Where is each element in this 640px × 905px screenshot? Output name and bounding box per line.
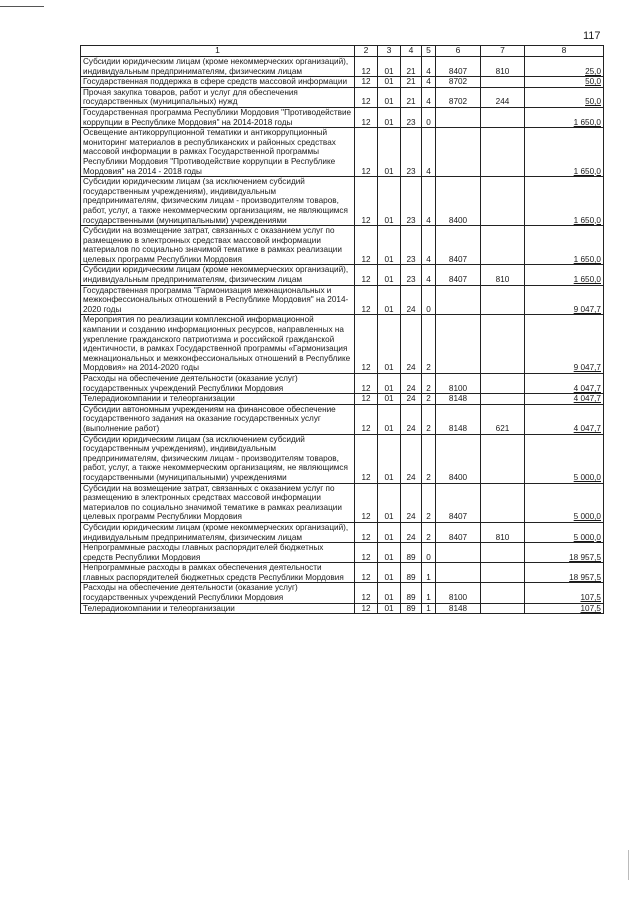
row-name-cell: Субсидии на возмещение затрат, связанных с оказанием услуг по размещению в электронных средствах массовой информации материалов по социально значимой тематике в рамках реализации целевых программ Республики Мордовия bbox=[81, 226, 355, 265]
row-code-cell: 2 bbox=[422, 374, 436, 394]
row-code-cell: 2 bbox=[422, 434, 436, 483]
row-code-cell: 4 bbox=[422, 128, 436, 177]
table-row bbox=[81, 404, 604, 434]
row-code-cell: 01 bbox=[378, 543, 401, 563]
row-amount-cell: 50,0 bbox=[525, 87, 604, 107]
row-amount-cell: 1 650,0 bbox=[525, 265, 604, 285]
row-code-cell: 8400 bbox=[436, 177, 481, 226]
row-code-cell: 12 bbox=[355, 128, 378, 177]
row-code-cell: 12 bbox=[355, 177, 378, 226]
row-amount-cell: 5 000,0 bbox=[525, 522, 604, 542]
row-code-cell bbox=[436, 563, 481, 583]
budget-table bbox=[80, 45, 604, 614]
row-amount-cell: 25,0 bbox=[525, 57, 604, 77]
scan-mark bbox=[628, 850, 629, 880]
row-code-cell: 01 bbox=[378, 107, 401, 127]
table-body bbox=[81, 46, 604, 614]
row-code-cell bbox=[436, 315, 481, 374]
row-code-cell: 2 bbox=[422, 483, 436, 522]
table-row bbox=[81, 394, 604, 405]
row-code-cell: 23 bbox=[401, 128, 422, 177]
row-code-cell: 12 bbox=[355, 394, 378, 405]
row-code-cell: 810 bbox=[481, 522, 525, 542]
row-code-cell: 1 bbox=[422, 603, 436, 614]
row-amount-cell: 5 000,0 bbox=[525, 483, 604, 522]
row-name-cell: Мероприятия по реализации комплексной информационной кампании и созданию информационных ресурсов, направленных на укрепление гражданского патриотизма и российской гражданской идентичности, в рамках Государственной программы «Гармонизация межнациональных и межконфессиональных отношений в Республике Мордовия» на 2014-2020 годы bbox=[81, 315, 355, 374]
row-code-cell: 24 bbox=[401, 522, 422, 542]
row-code-cell: 01 bbox=[378, 404, 401, 434]
row-code-cell bbox=[481, 177, 525, 226]
table-row bbox=[81, 483, 604, 522]
row-code-cell bbox=[481, 434, 525, 483]
row-code-cell: 12 bbox=[355, 57, 378, 77]
table-row bbox=[81, 57, 604, 77]
row-code-cell: 12 bbox=[355, 285, 378, 315]
row-code-cell: 01 bbox=[378, 434, 401, 483]
row-code-cell bbox=[481, 315, 525, 374]
row-code-cell: 89 bbox=[401, 583, 422, 603]
row-name-cell: Государственная программа Республики Мордовия "Противодействие коррупции в Республике Мордовия" на 2014-2018 годы bbox=[81, 107, 355, 127]
header-cell: 7 bbox=[481, 46, 525, 57]
header-cell: 3 bbox=[378, 46, 401, 57]
row-code-cell: 01 bbox=[378, 87, 401, 107]
row-code-cell: 01 bbox=[378, 374, 401, 394]
row-amount-cell: 107,5 bbox=[525, 583, 604, 603]
row-code-cell: 8400 bbox=[436, 434, 481, 483]
table-row bbox=[81, 177, 604, 226]
table-row bbox=[81, 128, 604, 177]
row-code-cell: 8100 bbox=[436, 583, 481, 603]
row-name-cell: Освещение антикоррупционной тематики и антикоррупционный мониторинг материалов в республиканских и районных средствах массовой информации в рамках Государственной программы Республики Мордовия "Противодействие коррупции в Республике Мордовия" на 2014 - 2018 годы bbox=[81, 128, 355, 177]
row-code-cell bbox=[481, 285, 525, 315]
row-code-cell: 21 bbox=[401, 87, 422, 107]
row-code-cell: 23 bbox=[401, 265, 422, 285]
table-row bbox=[81, 226, 604, 265]
row-code-cell: 89 bbox=[401, 603, 422, 614]
row-code-cell: 24 bbox=[401, 394, 422, 405]
row-amount-cell: 9 047,7 bbox=[525, 315, 604, 374]
table-row bbox=[81, 434, 604, 483]
row-code-cell: 2 bbox=[422, 394, 436, 405]
row-code-cell: 01 bbox=[378, 265, 401, 285]
row-code-cell: 12 bbox=[355, 315, 378, 374]
row-code-cell: 12 bbox=[355, 77, 378, 88]
row-code-cell: 4 bbox=[422, 265, 436, 285]
row-code-cell: 8702 bbox=[436, 87, 481, 107]
row-code-cell: 12 bbox=[355, 107, 378, 127]
row-code-cell: 4 bbox=[422, 77, 436, 88]
row-code-cell: 24 bbox=[401, 483, 422, 522]
row-name-cell: Непрограммные расходы главных распорядителей бюджетных средств Республики Мордовия bbox=[81, 543, 355, 563]
row-amount-cell: 18 957,5 bbox=[525, 543, 604, 563]
row-code-cell: 01 bbox=[378, 285, 401, 315]
row-name-cell: Субсидии юридическим лицам (кроме некоммерческих организаций), индивидуальным предпринимателям, физическим лицам bbox=[81, 522, 355, 542]
row-code-cell: 8407 bbox=[436, 265, 481, 285]
row-amount-cell: 4 047,7 bbox=[525, 374, 604, 394]
row-code-cell bbox=[481, 563, 525, 583]
row-code-cell: 12 bbox=[355, 404, 378, 434]
row-code-cell: 01 bbox=[378, 603, 401, 614]
table-row bbox=[81, 87, 604, 107]
row-code-cell: 89 bbox=[401, 563, 422, 583]
row-code-cell: 4 bbox=[422, 226, 436, 265]
row-code-cell: 01 bbox=[378, 583, 401, 603]
row-code-cell: 12 bbox=[355, 434, 378, 483]
row-code-cell: 01 bbox=[378, 177, 401, 226]
table-row bbox=[81, 265, 604, 285]
header-cell: 1 bbox=[81, 46, 355, 57]
row-code-cell: 12 bbox=[355, 563, 378, 583]
row-amount-cell: 4 047,7 bbox=[525, 404, 604, 434]
row-code-cell: 8100 bbox=[436, 374, 481, 394]
row-code-cell bbox=[481, 543, 525, 563]
table-row bbox=[81, 563, 604, 583]
row-code-cell bbox=[481, 583, 525, 603]
row-code-cell bbox=[481, 483, 525, 522]
row-code-cell: 4 bbox=[422, 87, 436, 107]
row-code-cell: 244 bbox=[481, 87, 525, 107]
row-code-cell: 24 bbox=[401, 404, 422, 434]
row-amount-cell: 5 000,0 bbox=[525, 434, 604, 483]
row-code-cell: 24 bbox=[401, 434, 422, 483]
row-code-cell: 01 bbox=[378, 226, 401, 265]
table-header-row bbox=[81, 46, 604, 57]
row-code-cell: 8407 bbox=[436, 226, 481, 265]
row-code-cell: 621 bbox=[481, 404, 525, 434]
row-code-cell: 2 bbox=[422, 315, 436, 374]
row-code-cell: 1 bbox=[422, 583, 436, 603]
row-code-cell: 12 bbox=[355, 87, 378, 107]
table-row bbox=[81, 522, 604, 542]
row-code-cell: 810 bbox=[481, 265, 525, 285]
row-code-cell: 8702 bbox=[436, 77, 481, 88]
row-code-cell: 21 bbox=[401, 77, 422, 88]
row-code-cell bbox=[436, 107, 481, 127]
table-row bbox=[81, 285, 604, 315]
row-code-cell: 24 bbox=[401, 374, 422, 394]
row-amount-cell: 50,0 bbox=[525, 77, 604, 88]
row-amount-cell: 107,5 bbox=[525, 603, 604, 614]
row-code-cell: 12 bbox=[355, 265, 378, 285]
table-row bbox=[81, 107, 604, 127]
row-code-cell: 1 bbox=[422, 563, 436, 583]
row-amount-cell: 4 047,7 bbox=[525, 394, 604, 405]
table-row bbox=[81, 583, 604, 603]
row-code-cell: 810 bbox=[481, 57, 525, 77]
row-code-cell: 89 bbox=[401, 543, 422, 563]
row-code-cell bbox=[481, 374, 525, 394]
row-code-cell: 12 bbox=[355, 603, 378, 614]
header-cell: 8 bbox=[525, 46, 604, 57]
row-name-cell: Субсидии юридическим лицам (за исключением субсидий государственным учреждениям), индивидуальным предпринимателям, физическим лицам - производителям товаров, работ, услуг, а также некоммерческим организациям, не являющимся государственными (муниципальными) учреждениями bbox=[81, 434, 355, 483]
row-amount-cell: 18 957,5 bbox=[525, 563, 604, 583]
header-cell: 5 bbox=[422, 46, 436, 57]
row-code-cell: 01 bbox=[378, 563, 401, 583]
row-name-cell: Государственная программа "Гармонизация межнациональных и межконфессиональных отношений в Республике Мордовия" на 2014-2020 годы bbox=[81, 285, 355, 315]
row-code-cell: 23 bbox=[401, 177, 422, 226]
row-code-cell: 12 bbox=[355, 483, 378, 522]
row-code-cell: 01 bbox=[378, 128, 401, 177]
row-name-cell: Субсидии юридическим лицам (за исключением субсидий государственным учреждениям), индивидуальным предпринимателям, физическим лицам - производителям товаров, работ, услуг, а также некоммерческим организациям, не являющимся государственными (муниципальными) учреждениями bbox=[81, 177, 355, 226]
table-row bbox=[81, 315, 604, 374]
row-name-cell: Субсидии юридическим лицам (кроме некоммерческих организаций), индивидуальным предпринимателям, физическим лицам bbox=[81, 57, 355, 77]
row-code-cell bbox=[481, 107, 525, 127]
row-name-cell: Субсидии автономным учреждениям на финансовое обеспечение государственного задания на оказание государственных услуг (выполнение работ) bbox=[81, 404, 355, 434]
row-amount-cell: 1 650,0 bbox=[525, 226, 604, 265]
row-code-cell bbox=[481, 394, 525, 405]
row-code-cell: 12 bbox=[355, 374, 378, 394]
row-code-cell: 0 bbox=[422, 285, 436, 315]
table-row bbox=[81, 374, 604, 394]
row-code-cell: 8407 bbox=[436, 522, 481, 542]
top-rule bbox=[0, 6, 44, 7]
table-row bbox=[81, 77, 604, 88]
row-code-cell: 8407 bbox=[436, 483, 481, 522]
table-row bbox=[81, 543, 604, 563]
row-name-cell: Субсидии на возмещение затрат, связанных с оказанием услуг по размещению в электронных средствах массовой информации материалов по социально значимой тематике в рамках реализации целевых программ Республики Мордовия bbox=[81, 483, 355, 522]
row-code-cell bbox=[436, 285, 481, 315]
row-name-cell: Субсидии юридическим лицам (кроме некоммерческих организаций), индивидуальным предпринимателям, физическим лицам bbox=[81, 265, 355, 285]
row-code-cell: 12 bbox=[355, 522, 378, 542]
row-code-cell: 01 bbox=[378, 483, 401, 522]
row-code-cell: 0 bbox=[422, 107, 436, 127]
header-cell: 4 bbox=[401, 46, 422, 57]
row-name-cell: Государственная поддержка в сфере средств массовой информации bbox=[81, 77, 355, 88]
row-code-cell: 4 bbox=[422, 177, 436, 226]
row-amount-cell: 1 650,0 bbox=[525, 128, 604, 177]
row-code-cell: 12 bbox=[355, 543, 378, 563]
row-code-cell: 21 bbox=[401, 57, 422, 77]
row-code-cell: 2 bbox=[422, 404, 436, 434]
row-name-cell: Расходы на обеспечение деятельности (оказание услуг) государственных учреждений Республики Мордовия bbox=[81, 374, 355, 394]
row-amount-cell: 9 047,7 bbox=[525, 285, 604, 315]
row-code-cell: 8148 bbox=[436, 603, 481, 614]
row-code-cell bbox=[436, 128, 481, 177]
row-code-cell: 8407 bbox=[436, 57, 481, 77]
row-code-cell: 0 bbox=[422, 543, 436, 563]
row-code-cell: 12 bbox=[355, 583, 378, 603]
row-code-cell bbox=[436, 543, 481, 563]
row-code-cell: 23 bbox=[401, 107, 422, 127]
row-code-cell: 01 bbox=[378, 315, 401, 374]
row-code-cell bbox=[481, 226, 525, 265]
row-code-cell: 2 bbox=[422, 522, 436, 542]
row-code-cell: 24 bbox=[401, 285, 422, 315]
row-name-cell: Телерадиокомпании и телеорганизации bbox=[81, 394, 355, 405]
page-number: 117 bbox=[583, 30, 601, 42]
row-code-cell bbox=[481, 128, 525, 177]
row-code-cell: 8148 bbox=[436, 394, 481, 405]
row-code-cell: 01 bbox=[378, 77, 401, 88]
row-code-cell: 24 bbox=[401, 315, 422, 374]
row-name-cell: Телерадиокомпании и телеорганизации bbox=[81, 603, 355, 614]
row-code-cell bbox=[481, 603, 525, 614]
header-cell: 6 bbox=[436, 46, 481, 57]
row-name-cell: Прочая закупка товаров, работ и услуг для обеспечения государственных (муниципальных) нужд bbox=[81, 87, 355, 107]
row-code-cell: 01 bbox=[378, 57, 401, 77]
row-amount-cell: 1 650,0 bbox=[525, 177, 604, 226]
row-code-cell: 23 bbox=[401, 226, 422, 265]
row-code-cell: 12 bbox=[355, 226, 378, 265]
row-code-cell: 4 bbox=[422, 57, 436, 77]
row-code-cell: 01 bbox=[378, 394, 401, 405]
row-name-cell: Непрограммные расходы в рамках обеспечения деятельности главных распорядителей бюджетных средств Республики Мордовия bbox=[81, 563, 355, 583]
row-amount-cell: 1 650,0 bbox=[525, 107, 604, 127]
table-row bbox=[81, 603, 604, 614]
row-code-cell bbox=[481, 77, 525, 88]
row-code-cell: 8148 bbox=[436, 404, 481, 434]
row-code-cell: 01 bbox=[378, 522, 401, 542]
row-name-cell: Расходы на обеспечение деятельности (оказание услуг) государственных учреждений Республики Мордовия bbox=[81, 583, 355, 603]
header-cell: 2 bbox=[355, 46, 378, 57]
